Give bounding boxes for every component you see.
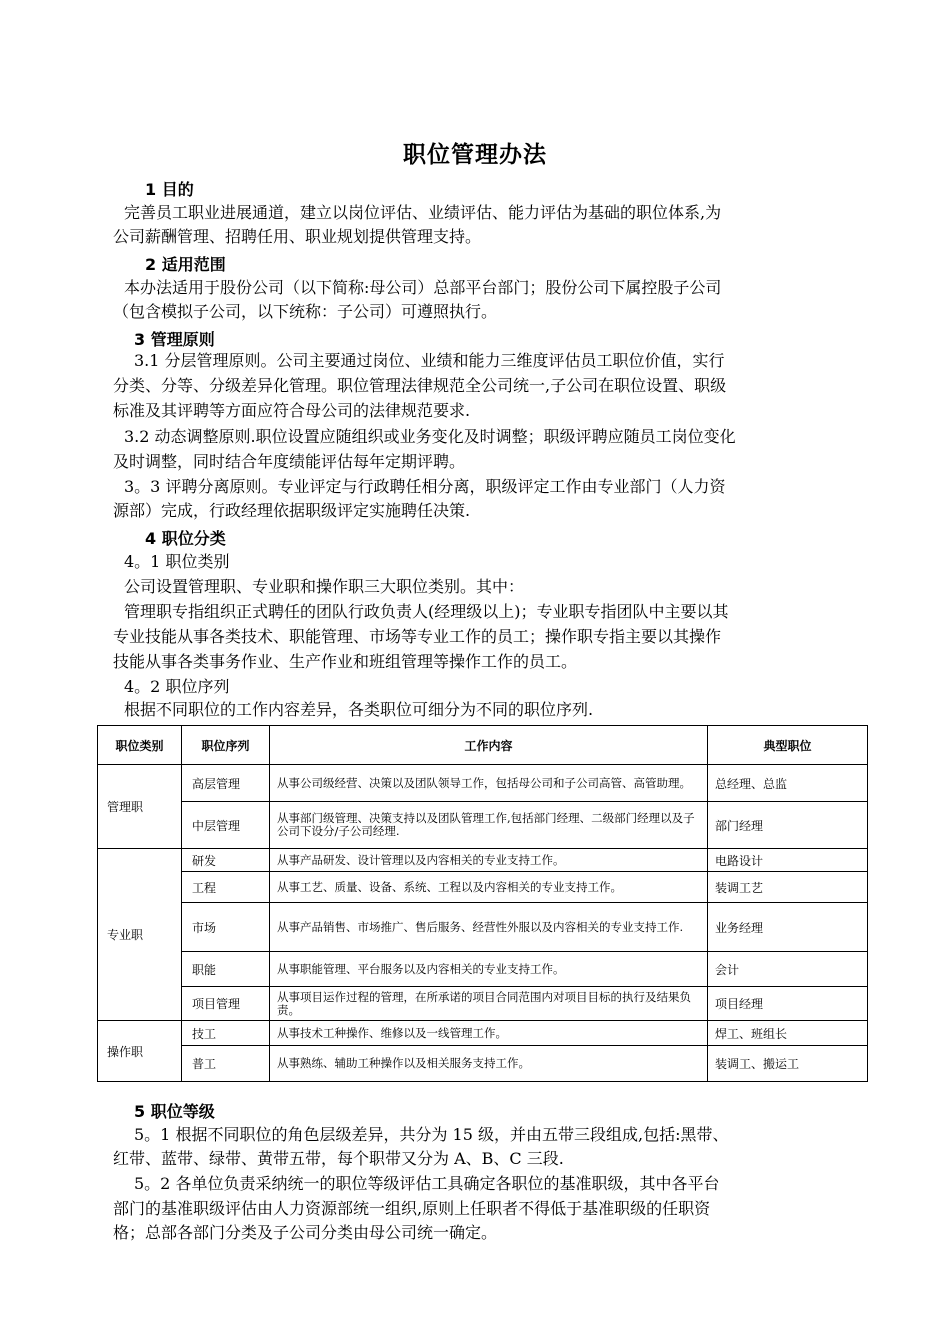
section-5-2-line-3: 格；总部各部门分类及子公司分类由母公司统一确定。 bbox=[113, 1223, 498, 1242]
sequence-cell: 中层管理 bbox=[182, 802, 270, 849]
section-4-heading: 4 职位分类 bbox=[145, 529, 226, 548]
header-typical: 典型职位 bbox=[708, 726, 868, 765]
page-title: 职位管理办法 bbox=[403, 142, 547, 168]
section-5-1-line-2: 红带、蓝带、绿带、黄带五带，每个职带又分为 A、B、C 三段. bbox=[113, 1149, 564, 1168]
position-table bbox=[97, 725, 868, 1082]
sequence-cell: 高层管理 bbox=[182, 765, 270, 802]
section-4-1-intro: 公司设置管理职、专业职和操作职三大职位类别。其中： bbox=[124, 577, 525, 596]
header-category: 职位类别 bbox=[98, 726, 182, 765]
content-cell: 从事工艺、质量、设备、系统、工程以及内容相关的专业支持工作。 bbox=[270, 872, 708, 903]
section-5-heading: 5 职位等级 bbox=[134, 1102, 215, 1121]
section-1-line-1: 完善员工职业进展通道，建立以岗位评估、业绩评估、能力评估为基础的职位体系,为 bbox=[124, 203, 722, 222]
section-4-2-title: 4。2 职位序列 bbox=[124, 677, 230, 696]
typical-cell: 项目经理 bbox=[708, 987, 868, 1021]
typical-cell: 业务经理 bbox=[708, 903, 868, 952]
typical-cell: 焊工、班组长 bbox=[708, 1021, 868, 1046]
section-4-1-title: 4。1 职位类别 bbox=[124, 552, 230, 571]
sequence-cell: 市场 bbox=[182, 903, 270, 952]
table-row bbox=[98, 952, 868, 987]
section-3-3-line-1: 3。3 评聘分离原则。专业评定与行政聘任相分离，职级评定工作由专业部门（人力资 bbox=[124, 477, 726, 496]
content-cell: 从事公司级经营、决策以及团队领导工作，包括母公司和子公司高管、高管助理。 bbox=[270, 765, 708, 802]
sequence-cell: 技工 bbox=[182, 1021, 270, 1046]
table-row bbox=[98, 1021, 868, 1046]
section-3-3-line-2: 源部）完成，行政经理依据职级评定实施聘任决策. bbox=[113, 501, 471, 520]
section-4-1-desc-line-2: 专业技能从事各类技术、职能管理、市场等专业工作的员工；操作职专指主要以其操作 bbox=[113, 627, 722, 646]
content-cell: 从事项目运作过程的管理，在所承诺的项目合同范围内对项目目标的执行及结果负责。 bbox=[270, 987, 708, 1021]
section-4-1-desc-line-1: 管理职专指组织正式聘任的团队行政负责人(经理级以上)；专业职专指团队中主要以其 bbox=[124, 602, 729, 621]
content-cell: 从事职能管理、平台服务以及内容相关的专业支持工作。 bbox=[270, 952, 708, 987]
section-3-heading: 3 管理原则 bbox=[134, 330, 215, 349]
category-cell: 管理职 bbox=[98, 765, 182, 849]
section-3-2-line-1: 3.2 动态调整原则.职位设置应随组织或业务变化及时调整；职级评聘应随员工岗位变化 bbox=[124, 427, 736, 446]
content-cell: 从事技术工种操作、维修以及一线管理工作。 bbox=[270, 1021, 708, 1046]
table-row bbox=[98, 872, 868, 903]
content-cell: 从事部门级管理、决策支持以及团队管理工作,包括部门经理、二级部门经理以及子公司下设分/子公司经理. bbox=[270, 802, 708, 849]
section-3-1-line-3: 标准及其评聘等方面应符合母公司的法律规范要求. bbox=[113, 401, 471, 420]
header-sequence: 职位序列 bbox=[182, 726, 270, 765]
section-5-2-line-2: 部门的基准职级评估由人力资源部统一组织,原则上任职者不得低于基准职级的任职资 bbox=[113, 1199, 711, 1218]
header-content: 工作内容 bbox=[270, 726, 708, 765]
content-cell: 从事产品销售、市场推广、售后服务、经营性外服以及内容相关的专业支持工作. bbox=[270, 903, 708, 952]
sequence-cell: 普工 bbox=[182, 1046, 270, 1082]
sequence-cell: 职能 bbox=[182, 952, 270, 987]
table-row bbox=[98, 802, 868, 849]
typical-cell: 电路设计 bbox=[708, 849, 868, 872]
typical-cell: 装调工艺 bbox=[708, 872, 868, 903]
sequence-cell: 工程 bbox=[182, 872, 270, 903]
table-header-row bbox=[98, 726, 868, 765]
section-1-heading: 1 目的 bbox=[145, 180, 194, 199]
typical-cell: 部门经理 bbox=[708, 802, 868, 849]
section-2-line-2: （包含模拟子公司，以下统称：子公司）可遵照执行。 bbox=[113, 302, 498, 321]
section-3-1-line-2: 分类、分等、分级差异化管理。职位管理法律规范全公司统一,子公司在职位设置、职级 bbox=[113, 376, 727, 395]
sequence-cell: 研发 bbox=[182, 849, 270, 872]
typical-cell: 装调工、搬运工 bbox=[708, 1046, 868, 1082]
section-5-2-line-1: 5。2 各单位负责采纳统一的职位等级评估工具确定各职位的基准职级，其中各平台 bbox=[134, 1174, 720, 1193]
category-cell: 操作职 bbox=[98, 1021, 182, 1082]
section-4-1-desc-line-3: 技能从事各类事务作业、生产作业和班组管理等操作工作的员工。 bbox=[113, 652, 578, 671]
section-3-1-line-1: 3.1 分层管理原则。公司主要通过岗位、业绩和能力三维度评估员工职位价值，实行 bbox=[134, 351, 725, 370]
table-row bbox=[98, 849, 868, 872]
section-1-line-2: 公司薪酬管理、招聘任用、职业规划提供管理支持。 bbox=[113, 227, 482, 246]
section-2-heading: 2 适用范围 bbox=[145, 255, 226, 274]
table-row bbox=[98, 765, 868, 802]
table-row bbox=[98, 1046, 868, 1082]
typical-cell: 总经理、总监 bbox=[708, 765, 868, 802]
content-cell: 从事产品研发、设计管理以及内容相关的专业支持工作。 bbox=[270, 849, 708, 872]
section-3-2-line-2: 及时调整，同时结合年度绩能评估每年定期评聘。 bbox=[113, 452, 466, 471]
table-row bbox=[98, 903, 868, 952]
sequence-cell: 项目管理 bbox=[182, 987, 270, 1021]
table-row bbox=[98, 987, 868, 1021]
typical-cell: 会计 bbox=[708, 952, 868, 987]
section-2-line-1: 本办法适用于股份公司（以下简称:母公司）总部平台部门；股份公司下属控股子公司 bbox=[124, 278, 722, 297]
section-5-1-line-1: 5。1 根据不同职位的角色层级差异，共分为 15 级，并由五带三段组成,包括:黑带、 bbox=[134, 1125, 729, 1144]
content-cell: 从事熟练、辅助工种操作以及相关服务支持工作。 bbox=[270, 1046, 708, 1082]
section-4-2-desc: 根据不同职位的工作内容差异，各类职位可细分为不同的职位序列. bbox=[124, 700, 594, 719]
category-cell: 专业职 bbox=[98, 849, 182, 1021]
